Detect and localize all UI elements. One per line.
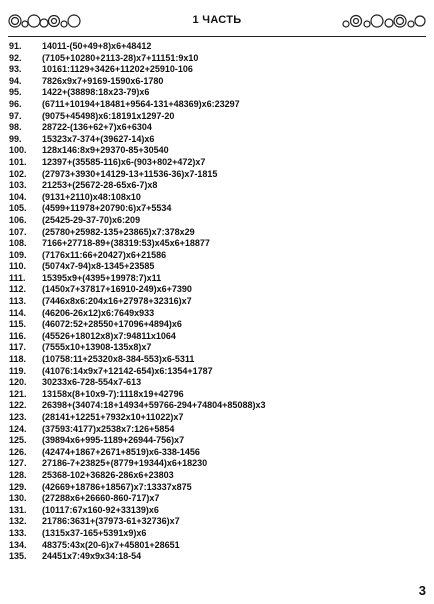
problem-number: 112. [9,284,27,295]
problem-number: 135. [9,551,27,562]
problem-number: 109. [9,249,27,260]
problem-number: 115. [9,319,27,330]
problem-expression: 12397+(35585-116)x6-(903+802+472)x7 [42,156,206,167]
problem-row [9,308,419,320]
problem-number: 117. [9,342,27,353]
problem-expression: 21786:3631+(37973-61+32736)x7 [42,516,180,527]
problem-number: 95. [9,87,22,98]
problem-number: 113. [9,296,27,307]
problem-number: 123. [9,412,27,422]
problem-row [9,215,419,227]
problem-number: 102. [9,168,27,179]
problem-expression: 24451x7:49x9x34:18-54 [42,551,142,562]
problem-row [9,412,419,424]
problem-expression: (1450x7+37817+16910-249)x6+7390 [42,284,192,295]
problem-row [9,180,419,192]
problem-expression: (5074x7-94)x8-1345+23585 [42,261,155,272]
problem-number: 106. [9,214,27,225]
problem-number: 132. [9,516,27,527]
problem-row [9,64,419,76]
problem-expression: (28141+12251+7932x10+11022)x7 [42,412,184,422]
problem-row [9,145,419,157]
problem-number: 105. [9,203,27,214]
problem-row [9,458,419,470]
problem-row [9,482,419,494]
problem-expression: (10117:67x160-92+33139)x6 [42,504,159,515]
problem-expression: (41076:14x9x7+12142-654)x6:1354+1787 [42,365,213,376]
page-number: 3 [418,583,426,598]
problem-number: 104. [9,191,27,202]
problem-number: 122. [9,400,27,411]
problem-row [9,435,419,447]
problem-expression: (42474+1867+2671+8519)x6-338-1456 [42,446,200,457]
problem-expression: (7105+10280+2113-28)x7+11151:9x10 [42,52,199,63]
problem-expression: 10161:1129+3426+11202+25910-106 [42,64,193,75]
problem-number: 101. [9,156,27,167]
problem-row [9,192,419,204]
problem-expression: 30233x6-728-554x7-613 [42,377,142,388]
problem-row [9,99,419,111]
problem-number: 99. [9,133,22,144]
problem-number: 103. [9,180,27,191]
problem-expression: (4599+11978+20790:6)x7+5534 [42,203,172,214]
problem-expression: (9131+2110)x48:108x10 [42,191,141,202]
problem-row [9,227,419,239]
problem-expression: 13158x(8+10x9-7):1118x19+42796 [42,388,184,399]
problem-number: 98. [9,122,22,133]
problem-number: 96. [9,98,22,109]
problem-expression: 128x146:8x9+29370-85+30540 [42,145,169,156]
problem-row [9,551,419,563]
problem-expression: (1315x37-165+5391x9)x6 [42,527,147,538]
problem-number: 111. [9,272,26,283]
problem-expression: 1422+(38898:18x23-79)x6 [42,87,150,98]
problem-expression: (27973+3930+14129-13+11536-36)x7-1815 [42,168,218,179]
problem-number: 94. [9,75,22,86]
problem-expression: 14011-(50+49+8)x6+48412 [42,41,152,51]
problem-row [9,122,419,134]
problem-row [9,134,419,146]
problem-expression: (7446x8x6:204x16+27978+32316)x7 [42,296,192,307]
problem-row [9,400,419,412]
problem-number: 118. [9,354,27,365]
problem-number: 126. [9,446,27,457]
problem-row [9,516,419,528]
problem-expression: (46206-26x12)x6:7649x933 [42,307,155,318]
problem-row [9,424,419,436]
problem-row [9,319,419,331]
problem-number: 121. [9,388,27,399]
problem-expression: 15323x7-374+(39627-14)x6 [42,133,155,144]
problem-expression: 27186-7+23825+(8779+19344)x6+18230 [42,458,208,469]
problem-row [9,331,419,343]
problem-row [9,505,419,517]
problem-expression: (25780+25982-135+23865)x7:378x29 [42,226,195,237]
problem-expression: (45526+18012x8)x7:94811x1064 [42,330,176,341]
problem-expression: 28722-(136+62+7)x6+6304 [42,122,152,133]
problem-row [9,354,419,366]
problem-number: 131. [9,504,27,515]
left-circles-ornament-icon [8,13,82,29]
problem-number: 119. [9,365,27,376]
problem-expression: 7166+27718-89+(38319:53)x45x6+18877 [42,238,210,249]
problem-expression: (7176x11:66+20427)x6+21586 [42,249,167,260]
problem-row [9,342,419,354]
problem-expression: 48375:43x(20-6)x7+45801+28651 [42,539,180,550]
header-divider [8,36,426,37]
problem-row [9,169,419,181]
problem-number: 91. [9,41,22,51]
problem-expression: 26398+(34074:18+14934+59766-294+74804+85088)x3 [42,400,266,411]
problem-row [9,87,419,99]
problem-number: 114. [9,307,27,318]
problem-expression: 7826x9x7+9169-1590x6-1780 [42,75,164,86]
problem-expression: 15395x9+(4395+19978:7)x11 [42,272,162,283]
problem-list [9,41,419,563]
problem-row [9,389,419,401]
problem-expression: (10758:11+25320x8-384-553)x6-5311 [42,354,195,365]
problem-number: 92. [9,52,22,63]
problem-row [9,296,419,308]
problem-number: 127. [9,458,27,469]
problem-row [9,284,419,296]
problem-expression: (39894x6+995-1189+26944-756)x7 [42,435,185,446]
problem-expression: (42669+18786+18567)x7:13337x875 [42,481,192,492]
problem-number: 100. [9,145,27,156]
problem-row [9,261,419,273]
problem-expression: (25425-29-37-70)x6:209 [42,214,141,225]
problem-number: 108. [9,238,27,249]
problem-row [9,447,419,459]
problem-number: 120. [9,377,27,388]
problem-expression: (9075+45498)x6:18191x1297-20 [42,110,175,121]
problem-number: 133. [9,527,27,538]
problem-row [9,76,419,88]
problem-row [9,470,419,482]
problem-row [9,203,419,215]
problem-expression: 21253+(25672-28-65x6-7)x8 [42,180,158,191]
problem-row [9,366,419,378]
problem-row [9,540,419,552]
problem-row [9,250,419,262]
problem-number: 128. [9,469,27,480]
problem-row [9,111,419,123]
problem-expression: (37593:4177)x2538x7:126+5854 [42,423,175,434]
problem-row [9,528,419,540]
problem-expression: (7555x10+13908-135x8)x7 [42,342,152,353]
problem-expression: (6711+10194+18481+9564-131+48369)x6:23297 [42,98,240,109]
problem-number: 97. [9,110,22,121]
problem-number: 130. [9,493,27,504]
problem-expression: (27288x6+26660-860-717)x7 [42,493,160,504]
problem-number: 116. [9,330,27,341]
problem-number: 107. [9,226,27,237]
part-title: 1 ЧАСТЬ [192,14,242,26]
problem-expression: 25368-102+36826-286x6+23803 [42,469,174,480]
problem-number: 110. [9,261,27,272]
problem-row [9,377,419,389]
problem-row [9,53,419,65]
problem-row [9,157,419,169]
page-header [8,8,426,34]
problem-number: 134. [9,539,27,550]
problem-number: 124. [9,423,27,434]
problem-row [9,41,419,53]
problem-expression: (46072:52+28550+17096+4894)x6 [42,319,182,330]
problem-number: 93. [9,64,22,75]
problem-row [9,273,419,285]
problem-number: 125. [9,435,27,446]
problem-row [9,493,419,505]
problem-row [9,238,419,250]
problem-number: 129. [9,481,27,492]
right-circles-ornament-icon [340,13,426,29]
